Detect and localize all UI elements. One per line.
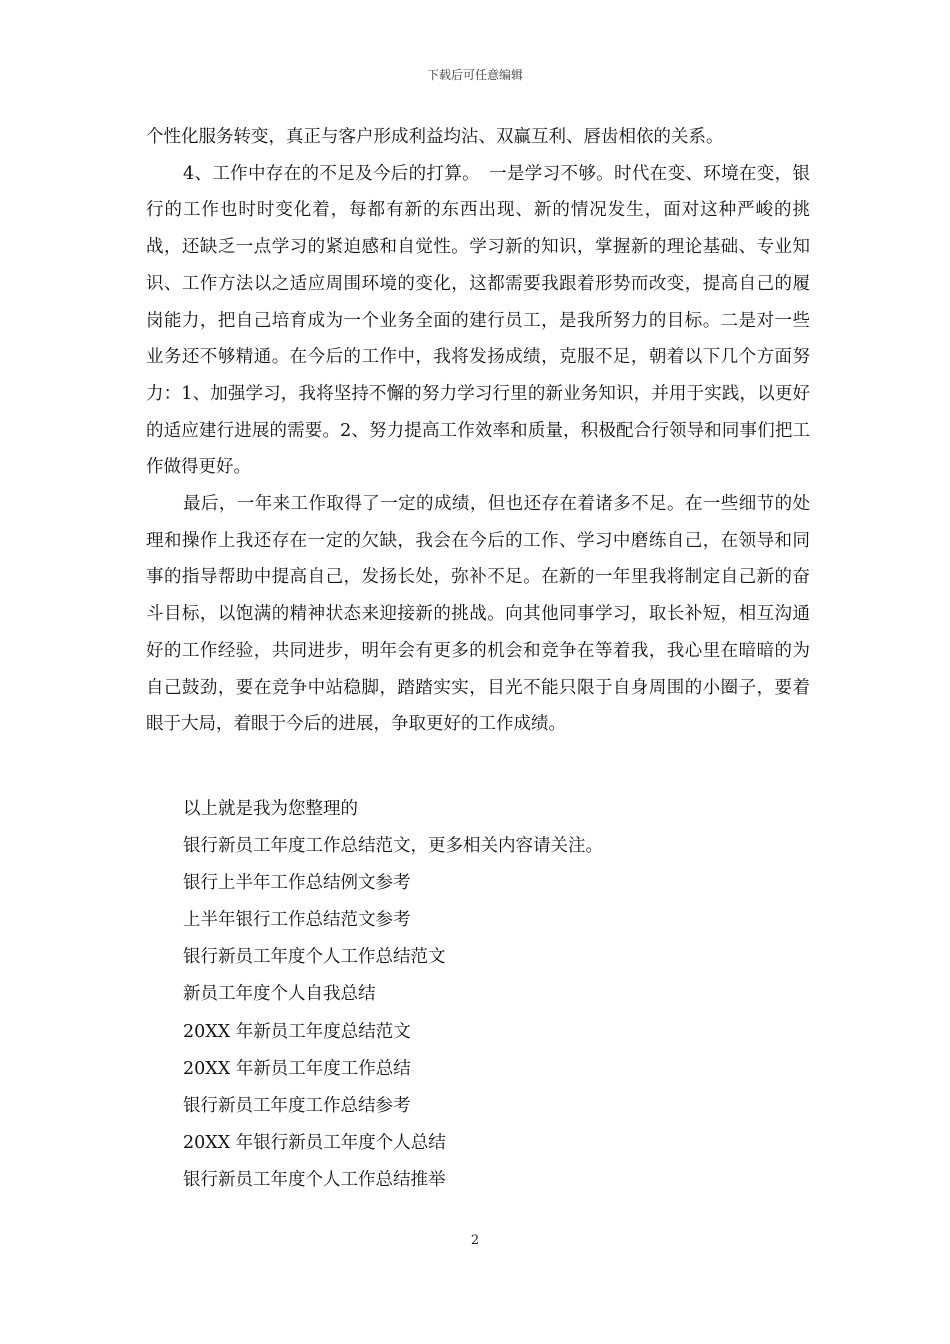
document-body <box>146 119 810 743</box>
page-header: 下载后可任意编辑 <box>426 68 523 82</box>
paragraph-shortcomings: 4、工作中存在的不足及今后的打算。 一是学习不够。时代在变、环境在变，银行的工作也时时变化着，每都有新的东西出现、新的情况发生，面对这种严峻的挑战，还缺乏一点学习的紧迫感和自觉性。学习新的知识，掌握新的理论基础、专业知识、工作方法以之适应周围环境的变化，这都需要我跟着形势而改变，提高自己的履岗能力，把自己培育成为一个业务全面的建行员工，是我所努力的目标。二是对一些业务还不够精通。在今后的工作中，我将发扬成绩，克服不足，朝着以下几个方面努力：1、加强学习，我将坚持不懈的努力学习行里的新业务知识，并用于实践，以更好的适应建行进展的需要。2、努力提高工作效率和质量，积极配合行领导和同事们把工作做得更好。 <box>146 163 810 478</box>
list-item[interactable]: 银行新员工年度个人工作总结范文 <box>183 947 446 968</box>
list-item[interactable]: 银行上半年工作总结例文参考 <box>183 873 411 894</box>
paragraph-conclusion: 最后，一年来工作取得了一定的成绩，但也还存在着诸多不足。在一些细节的处理和操作上我还存在一定的欠缺，我会在今后的工作、学习中磨练自己，在领导和同事的指导帮助中提高自己，发扬长处，弥补不足。在新的一年里我将制定自己新的奋斗目标，以饱满的精神状态来迎接新的挑战。向其他同事学习，取长补短，相互沟通好的工作经验，共同进步，明年会有更多的机会和竞争在等着我，我心里在暗暗的为自己鼓劲，要在竞争中站稳脚，踏踏实实，目光不能只限于自身周围的小圈子，要着眼于大局，着眼于今后的进展，争取更好的工作成绩。 <box>146 494 810 735</box>
list-item[interactable]: 银行新员工年度个人工作总结推举 <box>183 1169 446 1190</box>
list-item[interactable]: 银行新员工年度工作总结参考 <box>183 1095 411 1116</box>
list-item[interactable]: 20XX 年银行新员工年度个人总结 <box>183 1132 446 1153</box>
list-item[interactable]: 上半年银行工作总结范文参考 <box>183 910 411 931</box>
list-item: 以上就是我为您整理的 <box>183 799 358 819</box>
list-item[interactable]: 20XX 年新员工年度工作总结 <box>183 1058 411 1079</box>
list-item: 银行新员工年度工作总结范文，更多相关内容请关注。 <box>183 836 603 857</box>
list-item[interactable]: 新员工年度个人自我总结 <box>183 984 376 1005</box>
related-links-list <box>183 791 803 1199</box>
list-item[interactable]: 20XX 年新员工年度总结范文 <box>183 1021 411 1042</box>
page-number: 2 <box>470 1233 480 1248</box>
paragraph-continuation: 个性化服务转变，真正与客户形成利益均沾、双赢互利、唇齿相依的关系。 <box>146 127 724 147</box>
